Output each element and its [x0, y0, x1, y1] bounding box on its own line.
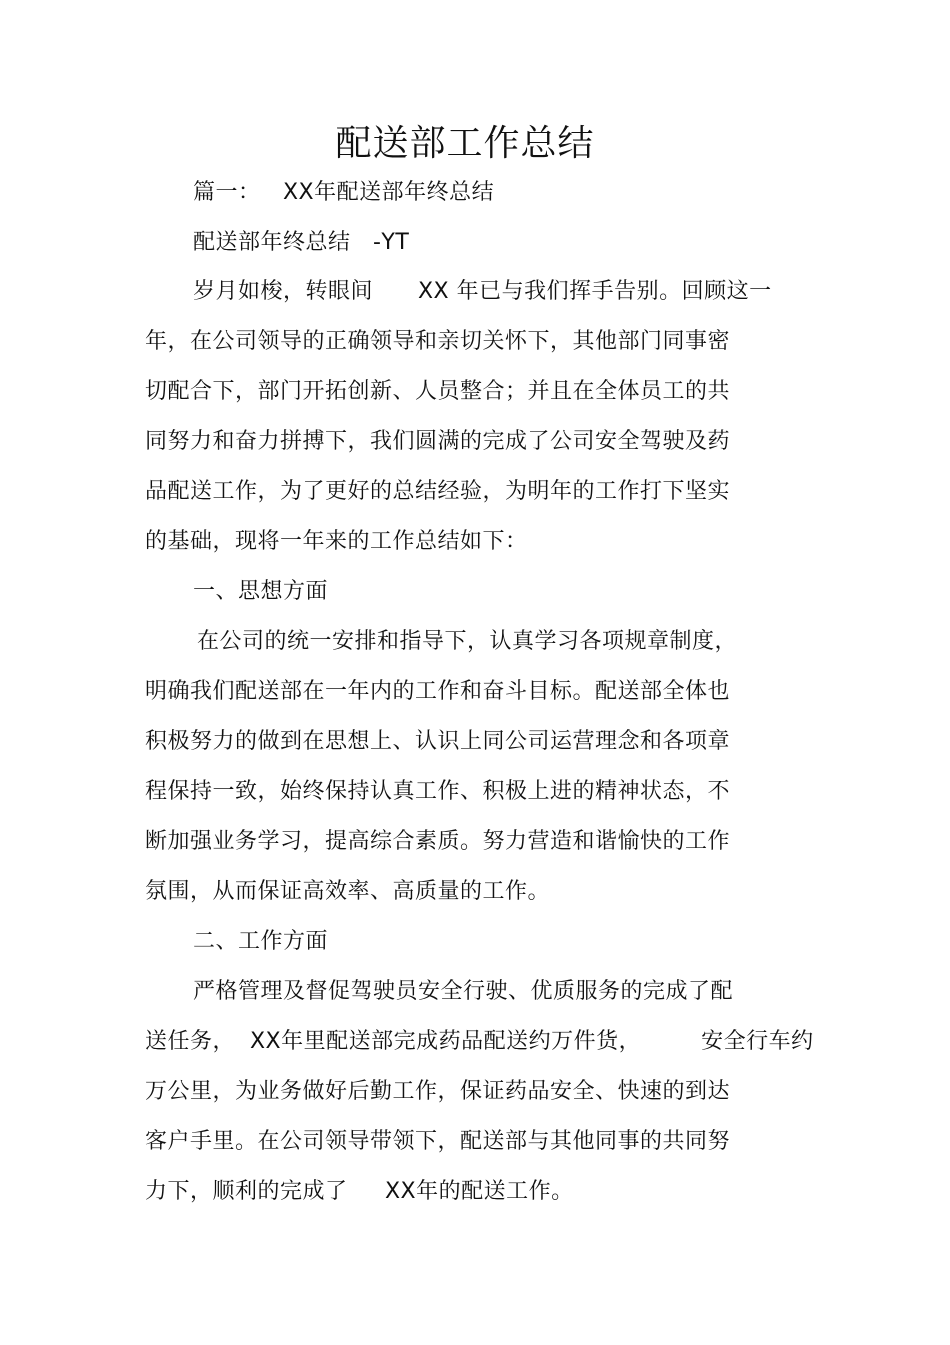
section-heading: 二、工作方面: [193, 929, 329, 954]
text-line: 断加强业务学习，提高综合素质。努力营造和谐愉快的工作: [145, 829, 731, 854]
text-line: 岁月如梭，转眼间 XX 年已与我们挥手告别。回顾这一: [193, 279, 772, 304]
text-line: 客户手里。在公司领导带领下，配送部与其他同事的共同努: [145, 1129, 731, 1154]
text-line: 送任务， XX年里配送部完成药品配送约万件货， 安全行车约: [145, 1029, 814, 1054]
text-line: 篇一： XX年配送部年终总结: [193, 180, 495, 205]
text-line: 切配合下，部门开拓创新、人员整合；并且在全体员工的共: [145, 379, 731, 404]
text-line: 程保持一致，始终保持认真工作、积极上进的精神状态，不: [145, 779, 731, 804]
text-line: 万公里，为业务做好后勤工作，保证药品安全、快速的到达: [145, 1079, 731, 1104]
text-line: 积极努力的做到在思想上、认识上同公司运营理念和各项章: [145, 729, 731, 754]
text-line: 品配送工作，为了更好的总结经验，为明年的工作打下坚实: [145, 479, 731, 504]
text-line: 力下，顺利的完成了 XX年的配送工作。: [145, 1179, 574, 1204]
text-line: 氛围，从而保证高效率、高质量的工作。: [145, 879, 551, 904]
document-title: 配送部工作总结: [335, 123, 595, 164]
text-line: 同努力和奋力拼搏下，我们圆满的完成了公司安全驾驶及药: [145, 429, 731, 454]
text-line: 明确我们配送部在一年内的工作和奋斗目标。配送部全体也: [145, 679, 731, 704]
text-line: 年，在公司领导的正确领导和亲切关怀下，其他部门同事密: [145, 329, 731, 354]
text-line: 的基础，现将一年来的工作总结如下：: [145, 529, 528, 554]
section-heading: 一、思想方面: [193, 579, 329, 604]
text-line: 严格管理及督促驾驶员安全行驶、优质服务的完成了配: [193, 979, 734, 1004]
text-line: 配送部年终总结 -YT: [193, 230, 410, 255]
text-line: 在公司的统一安排和指导下，认真学习各项规章制度，: [197, 629, 738, 654]
